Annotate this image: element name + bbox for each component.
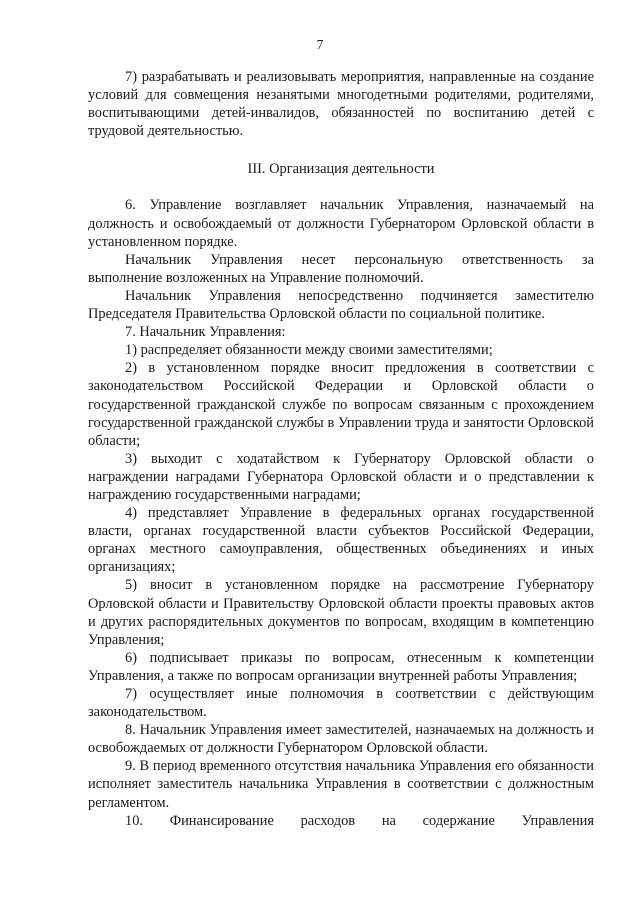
item-7-5: 5) вносит в установленном порядке на рассмотрение Губернатору Орловской области и Правительству Орловской области проекты правовых актов и других распорядительных документов по вопросам, входящим в компетенцию Управления;	[88, 577, 594, 648]
page-number: 7	[316, 38, 324, 53]
item-7-7: 7) осуществляет иные полномочия в соответствии с действующим законодательством.	[88, 686, 594, 721]
item-7-1: 1) распределяет обязанности между своими заместителями;	[125, 342, 493, 359]
document-body	[88, 68, 594, 830]
paragraph-10-start: 10. Финансирование расходов на содержание Управления	[125, 812, 594, 829]
item-7-3: 3) выходит с ходатайством к Губернатору Орловской области о награждении наградами Губернатора Орловской области и о представлении к награждению государственными наградами;	[88, 450, 594, 503]
item-7-2: 2) в установленном порядке вносит предложения в соответствии с законодательством Российской Федерации и Орловской области о государственной гражданской службе по вопросам связанным с прохождением государственной гражданской службы в Управлении труда и занятости Орловской области;	[88, 360, 594, 449]
paragraph-6-subordination: Начальник Управления непосредственно подчиняется заместителю Председателя Правительства Орловской области по социальной политике.	[88, 287, 594, 323]
intro-paragraph: 7) разрабатывать и реализовывать мероприятия, направленные на создание условий для совмещения незанятыми многодетными родителями, родителями, воспитывающими детей-инвалидов, обязанностей по воспитанию детей с трудовой деятельностью.	[88, 69, 594, 140]
item-7-6: 6) подписывает приказы по вопросам, отнесенным к компетенции Управления, а также по вопросам организации внутренней работы Управления;	[88, 649, 594, 684]
section-heading: III. Организация деятельности	[247, 161, 435, 178]
paragraph-6-responsibility: Начальник Управления несет персональную ответственность за выполнение возложенных на Управление полномочий.	[88, 251, 594, 286]
spacer	[88, 178, 594, 196]
paragraph-9: 9. В период временного отсутствия начальника Управления его обязанности исполняет заместитель начальника Управления в соответствии с должностным регламентом.	[88, 758, 594, 811]
spacer	[88, 140, 594, 160]
paragraph-6: 6. Управление возглавляет начальник Управления, назначаемый на должность и освобождаемый от должности Губернатором Орловской области в установленном порядке.	[88, 197, 594, 250]
paragraph-8: 8. Начальник Управления имеет заместителей, назначаемых на должность и освобождаемых от должности Губернатором Орловской области.	[88, 722, 594, 757]
item-7-4: 4) представляет Управление в федеральных органах государственной власти, органах государственной власти субъектов Российской Федерации, органах местного самоуправления, общественных объединениях и иных организациях;	[88, 505, 594, 576]
paragraph-7: 7. Начальник Управления:	[125, 324, 286, 341]
